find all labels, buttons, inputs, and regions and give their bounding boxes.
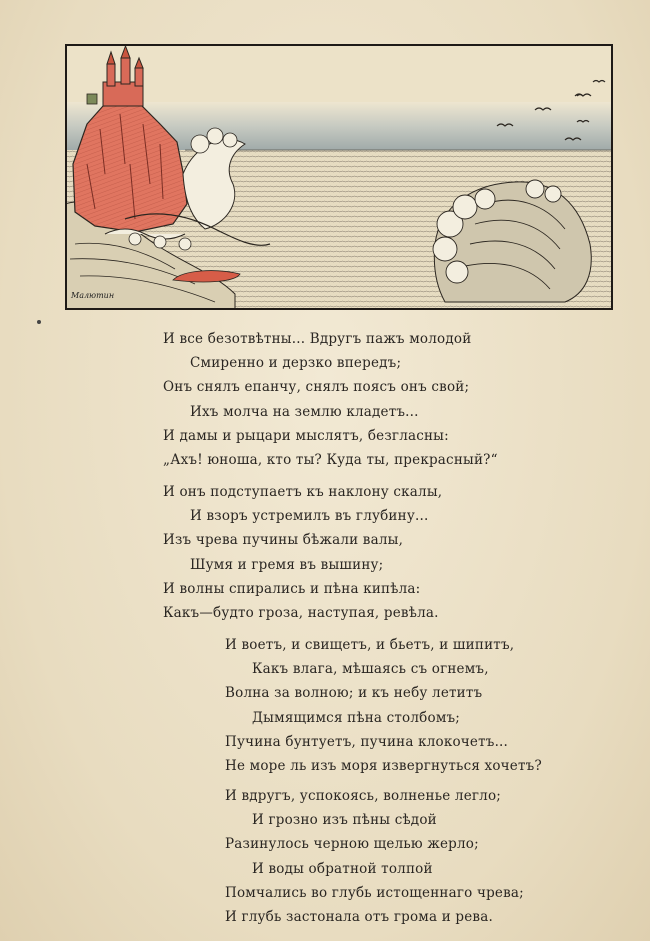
verse-line: И взоръ устремилъ въ глубину... bbox=[190, 508, 429, 525]
verse-line: Какъ—будто гроза, наступая, ревѣла. bbox=[163, 604, 439, 621]
verse-line: Разинулось черною щелью жерло; bbox=[225, 836, 479, 853]
stanza-3 bbox=[225, 633, 542, 778]
verse-line: И вдругъ, успокоясь, волненье легло; bbox=[225, 788, 502, 804]
verse-line: Помчались во глубь истощеннаго чрева; bbox=[225, 884, 524, 901]
verse-line: И глубь застонала отъ грома и рева. bbox=[225, 908, 493, 925]
verse-line: Изъ чрева пучины бѣжали валы, bbox=[163, 532, 404, 549]
verse-line: И грозно изъ пѣны сѣдой bbox=[252, 812, 437, 829]
verse-line: Шумя и гремя въ вышину; bbox=[190, 556, 384, 573]
stanza-2 bbox=[163, 480, 442, 625]
verse-line: Какъ влага, мѣшаясь съ огнемъ, bbox=[252, 661, 489, 678]
verse-line: Онъ снялъ епанчу, снялъ поясъ онъ свой; bbox=[163, 379, 470, 396]
stanza-1 bbox=[163, 327, 498, 472]
verse-line: И онъ подступаетъ къ наклону скалы, bbox=[163, 484, 443, 500]
artist-signature: Малютин bbox=[71, 291, 115, 300]
verse-line: И все безотвѣтны... Вдругъ пажъ молодой bbox=[163, 331, 472, 347]
verse-line: И волны спирались и пѣна кипѣла: bbox=[163, 580, 421, 597]
verse-line: И воетъ, и свищетъ, и бьетъ, и шипитъ, bbox=[225, 637, 515, 653]
stanza-4 bbox=[225, 784, 524, 929]
paper-speck bbox=[37, 320, 41, 324]
verse-line: Не море ль изъ моря извергнуться хочетъ? bbox=[225, 757, 542, 774]
sea-castle-illustration bbox=[65, 44, 613, 310]
verse-line: Волна за волною; и къ небу летитъ bbox=[225, 685, 483, 702]
verse-line: И воды обратной толпой bbox=[252, 860, 433, 877]
verse-line: Ихъ молча на землю кладетъ... bbox=[190, 403, 419, 420]
verse-line: И дамы и рыцари мыслятъ, безгласны: bbox=[163, 427, 449, 444]
verse-line: Пучина бунтуетъ, пучина клокочетъ... bbox=[225, 733, 509, 750]
verse-line: Дымящимся пѣна столбомъ; bbox=[252, 709, 461, 726]
verse-line: Смиренно и дерзко впередъ; bbox=[190, 355, 402, 372]
verse-line: „Ахъ! юноша, кто ты? Куда ты, прекрасный?“ bbox=[163, 451, 498, 468]
